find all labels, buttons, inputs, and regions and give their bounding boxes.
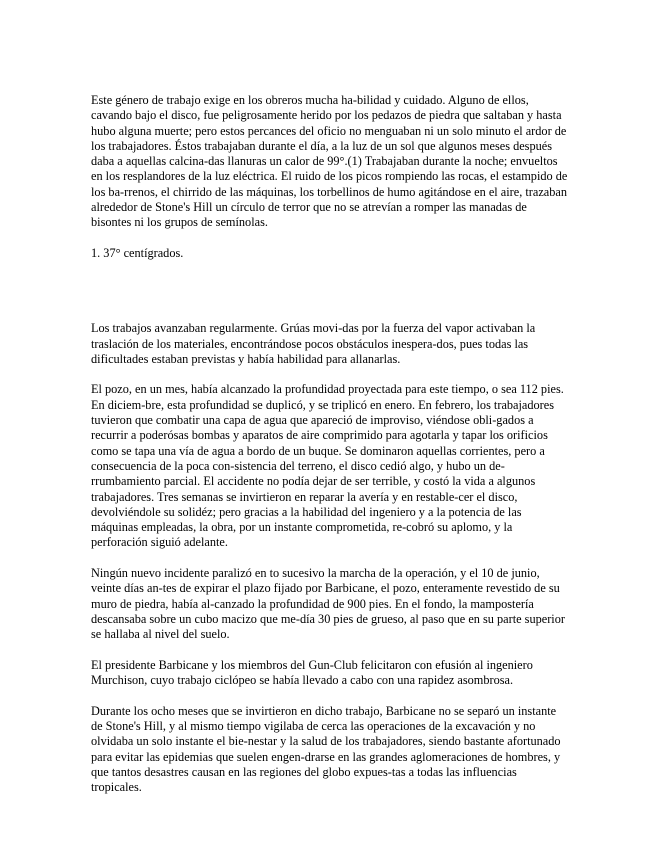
paragraph-3: El pozo, en un mes, había alcanzado la profundidad proyectada para este tiempo, o sea 112 pies. En diciem-bre, esta profundidad se duplicó, y se triplicó en enero. En febrero, los trabajadores tuvieron que combatir una capa de agua que apareció de improviso, viéndose obli-gados a recurrir a poderósas bombas y aparatos de aire comprimido para agotarla y tapar los orificios como se tapa una vía de agua a bordo de un buque. Se dominaron aquellas corrientes, pero a consecuencia de la poca con-sistencia del terreno, el disco cedió algo, y hubo un de-rrumbamiento parcial. El accidente no podía dejar de ser terrible, y costó la vida a algunos trabajadores. Tres semanas se invirtieron en reparar la avería y en restable-cer el disco, devolviéndole su solidéz; pero gracias a la habilidad del ingeniero y a la potencia de las máquinas empleadas, la obra, por un instante comprometida, re-cobró su aplomo, y la perforación siguió adelante.: [91, 382, 564, 550]
document-page: [91, 93, 569, 811]
paragraph-6: Durante los ocho meses que se invirtieron en dicho trabajo, Barbicane no se separó un instante de Stone's Hill, y al mismo tiempo vigilaba de cerca las operaciones de la excavación y no olvidaba un solo instante el bie-nestar y la salud de los trabajadores, siendo bastante afortunado para evitar las epidemias que suelen engen-drarse en las grandes aglomeraciones de hombres, y que tantos desastres causan en las regiones del globo expues-tas a todas las influencias tropicales.: [91, 703, 561, 795]
paragraph-2: Los trabajos avanzaban regularmente. Grúas movi-das por la fuerza del vapor activaban la traslación de los materiales, encontrándose pocos obstáculos inespera-dos, pues todas las dificultades estaban previstas y había habilidad para allanarlas.: [91, 321, 536, 366]
paragraph-4: Ningún nuevo incidente paralizó en to sucesivo la marcha de la operación, y el 10 de junio, veinte días an-tes de expirar el plazo fijado por Barbicane, el pozo, enteramente revestido de su muro de piedra, había al-canzado la profundidad de 900 pies. En el fondo, la mampostería descansaba sobre un cubo macizo que me-día 30 pies de grueso, al paso que en su parte superior se hallaba al nivel del suelo.: [91, 566, 565, 642]
paragraph-1: Este género de trabajo exige en los obreros mucha ha-bilidad y cuidado. Alguno de ellos, cavando bajo el disco, fue peligrosamente herido por los pedazos de piedra que saltaban y hasta hubo alguna muerte; pero estos percances del oficio no menguaban ni un solo minuto el ardor de los trabajadores. Éstos trabajaban durante el día, a la luz de un sol que algunos meses después daba a aquellas calcina-das llanuras un calor de 99°.(1) Trabajaban durante la noche; envueltos en los resplandores de la luz eléctrica. El ruido de los picos rompiendo las rocas, el estampido de los ba-rrenos, el chirrido de las máquinas, los torbellinos de humo agitándose en el aire, trazaban alrededor de Stone's Hill un círculo de terror que no se atrevían a romper las manadas de bisontes ni los grupos de semínolas.: [91, 93, 568, 230]
paragraph-5: El presidente Barbicane y los miembros del Gun-Club felicitaron con efusión al ingeniero Murchison, cuyo trabajo ciclópeo se había llevado a cabo con una rapidez asombrosa.: [91, 657, 533, 688]
footnote: 1. 37° centígrados.: [91, 245, 184, 260]
